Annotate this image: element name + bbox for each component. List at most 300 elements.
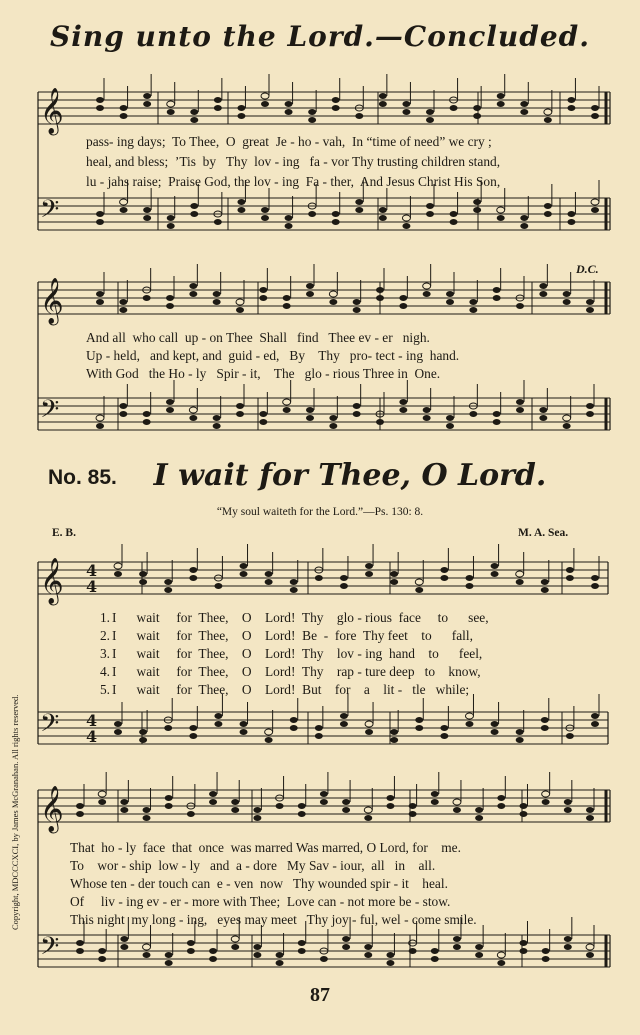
lyric-line: That ho - ly face that once was marred Was marred, O Lord, for me. bbox=[70, 840, 461, 855]
note-head bbox=[96, 299, 104, 305]
note-head bbox=[165, 795, 173, 801]
note-head bbox=[236, 411, 244, 417]
note-head bbox=[259, 287, 267, 293]
note-head bbox=[190, 117, 198, 123]
note-head bbox=[240, 571, 248, 577]
note-head bbox=[329, 299, 337, 305]
note-head bbox=[214, 583, 222, 589]
lyric-line: heal, and bless; ’Tis by Thy lov - ing fa - vor Thy trusting children stand, bbox=[86, 154, 501, 169]
music-composer: M. A. Sea. bbox=[518, 527, 569, 539]
note-head bbox=[315, 725, 323, 731]
note-head bbox=[308, 211, 316, 217]
verse-number: 1. bbox=[99, 610, 110, 625]
note-head bbox=[450, 105, 458, 111]
note-head bbox=[164, 579, 172, 585]
note-head bbox=[96, 291, 104, 297]
note-head bbox=[166, 407, 174, 413]
note-head bbox=[96, 219, 104, 225]
note-head bbox=[426, 109, 434, 115]
note-head bbox=[114, 721, 122, 727]
note-head bbox=[566, 567, 574, 573]
note-head bbox=[236, 403, 244, 409]
note-head bbox=[544, 117, 552, 123]
note-head bbox=[563, 291, 571, 297]
note-head bbox=[283, 399, 291, 405]
note-head bbox=[586, 952, 594, 958]
note-head bbox=[493, 287, 501, 293]
note-head bbox=[261, 207, 269, 213]
note-head bbox=[143, 815, 151, 821]
note-head bbox=[353, 411, 361, 417]
note-head bbox=[114, 571, 122, 577]
note-head bbox=[236, 299, 244, 305]
note-head bbox=[497, 215, 505, 221]
note-head bbox=[214, 105, 222, 111]
note-head bbox=[143, 93, 151, 99]
note-head bbox=[290, 587, 298, 593]
note-head bbox=[213, 423, 221, 429]
note-head bbox=[450, 211, 458, 217]
note-head bbox=[114, 729, 122, 735]
note-head bbox=[591, 575, 599, 581]
note-head bbox=[283, 303, 291, 309]
continued-title: Sing unto the Lord.—Concluded. bbox=[50, 20, 590, 53]
bass-clef-icon: 𝄢 bbox=[40, 395, 60, 430]
note-head bbox=[342, 799, 350, 805]
note-head bbox=[213, 299, 221, 305]
note-head bbox=[120, 207, 128, 213]
note-head bbox=[520, 215, 528, 221]
note-head bbox=[440, 567, 448, 573]
note-head bbox=[306, 407, 314, 413]
note-head bbox=[520, 101, 528, 107]
note-head bbox=[189, 283, 197, 289]
note-head bbox=[390, 729, 398, 735]
note-head bbox=[591, 583, 599, 589]
note-head bbox=[386, 960, 394, 966]
note-head bbox=[259, 295, 267, 301]
treble-clef-icon: 𝄞 bbox=[40, 88, 64, 134]
note-head bbox=[276, 960, 284, 966]
lyric-line: I wait for Thee, O Lord! Thy lov - ing hand to feel, bbox=[112, 646, 483, 661]
note-head bbox=[143, 207, 151, 213]
note-head bbox=[76, 811, 84, 817]
note-head bbox=[76, 948, 84, 954]
note-head bbox=[519, 811, 527, 817]
note-head bbox=[329, 291, 337, 297]
note-head bbox=[390, 737, 398, 743]
note-head bbox=[586, 307, 594, 313]
note-head bbox=[285, 109, 293, 115]
note-head bbox=[298, 940, 306, 946]
note-head bbox=[261, 101, 269, 107]
note-head bbox=[167, 223, 175, 229]
note-head bbox=[390, 571, 398, 577]
note-head bbox=[453, 799, 461, 805]
note-head bbox=[402, 101, 410, 107]
note-head bbox=[353, 299, 361, 305]
note-head bbox=[542, 799, 550, 805]
note-head bbox=[308, 109, 316, 115]
note-head bbox=[98, 956, 106, 962]
note-head bbox=[265, 571, 273, 577]
note-head bbox=[591, 207, 599, 213]
note-head bbox=[166, 295, 174, 301]
note-head bbox=[261, 93, 269, 99]
hymn-number: No. 85. bbox=[48, 466, 117, 489]
note-head bbox=[399, 303, 407, 309]
note-head bbox=[320, 791, 328, 797]
note-head bbox=[469, 411, 477, 417]
lyric-line: This night my long - ing, eyes may meet Thy joy - ful, wel - come smile. bbox=[70, 912, 477, 927]
note-head bbox=[253, 944, 261, 950]
note-head bbox=[353, 307, 361, 313]
note-head bbox=[187, 811, 195, 817]
note-head bbox=[541, 587, 549, 593]
note-head bbox=[143, 944, 151, 950]
note-head bbox=[189, 733, 197, 739]
note-head bbox=[139, 729, 147, 735]
note-head bbox=[390, 579, 398, 585]
hymn-title: I wait for Thee, O Lord. bbox=[153, 458, 547, 493]
note-head bbox=[231, 807, 239, 813]
note-head bbox=[290, 717, 298, 723]
note-head bbox=[399, 407, 407, 413]
note-head bbox=[187, 948, 195, 954]
note-head bbox=[586, 411, 594, 417]
note-head bbox=[446, 291, 454, 297]
note-head bbox=[237, 113, 245, 119]
note-head bbox=[98, 799, 106, 805]
note-head bbox=[591, 713, 599, 719]
note-head bbox=[209, 791, 217, 797]
note-head bbox=[516, 571, 524, 577]
note-head bbox=[306, 283, 314, 289]
page-number: 87 bbox=[310, 984, 330, 1006]
treble-clef-icon: 𝄞 bbox=[40, 558, 64, 604]
note-head bbox=[285, 223, 293, 229]
note-head bbox=[539, 415, 547, 421]
verse-number: 2. bbox=[99, 628, 110, 643]
note-head bbox=[76, 940, 84, 946]
note-head bbox=[446, 299, 454, 305]
note-head bbox=[189, 567, 197, 573]
note-head bbox=[364, 944, 372, 950]
note-head bbox=[342, 944, 350, 950]
note-head bbox=[544, 109, 552, 115]
note-head bbox=[119, 307, 127, 313]
note-head bbox=[542, 956, 550, 962]
note-head bbox=[119, 299, 127, 305]
note-head bbox=[96, 415, 104, 421]
note-head bbox=[564, 799, 572, 805]
words-author: E. B. bbox=[52, 527, 76, 539]
note-head bbox=[491, 729, 499, 735]
lyric-line: I wait for Thee, O Lord! But for a lit - tle while; bbox=[112, 682, 470, 697]
note-head bbox=[402, 223, 410, 229]
note-head bbox=[166, 399, 174, 405]
note-head bbox=[415, 717, 423, 723]
note-head bbox=[473, 105, 481, 111]
note-head bbox=[165, 952, 173, 958]
time-signature-digit: 4 bbox=[86, 727, 98, 746]
epigraph: “My soul waiteth for the Lord.”—Ps. 130: 8. bbox=[216, 506, 424, 518]
note-head bbox=[98, 791, 106, 797]
note-head bbox=[491, 721, 499, 727]
note-head bbox=[379, 215, 387, 221]
note-head bbox=[475, 807, 483, 813]
lyric-line: pass- ing days; To Thee, O great Je - ho - vah, In “time of need” we cry ; bbox=[86, 134, 492, 149]
note-head bbox=[340, 583, 348, 589]
note-head bbox=[564, 936, 572, 942]
note-head bbox=[379, 101, 387, 107]
note-head bbox=[209, 948, 217, 954]
note-head bbox=[120, 807, 128, 813]
note-head bbox=[189, 291, 197, 297]
note-head bbox=[497, 207, 505, 213]
note-head bbox=[591, 113, 599, 119]
note-head bbox=[166, 303, 174, 309]
note-head bbox=[290, 725, 298, 731]
note-head bbox=[167, 109, 175, 115]
lyric-line: And all who call up - on Thee Shall find Thee ev - er nigh. bbox=[86, 330, 430, 345]
lyric-line: I wait for Thee, O Lord! Thy rap - ture deep to know, bbox=[112, 664, 481, 679]
note-head bbox=[566, 575, 574, 581]
note-head bbox=[189, 575, 197, 581]
note-head bbox=[143, 807, 151, 813]
note-head bbox=[423, 415, 431, 421]
note-head bbox=[120, 944, 128, 950]
note-head bbox=[214, 97, 222, 103]
note-head bbox=[399, 295, 407, 301]
note-head bbox=[231, 944, 239, 950]
note-head bbox=[586, 815, 594, 821]
note-head bbox=[231, 799, 239, 805]
note-head bbox=[469, 299, 477, 305]
note-head bbox=[586, 944, 594, 950]
note-head bbox=[497, 795, 505, 801]
note-head bbox=[542, 791, 550, 797]
note-head bbox=[516, 399, 524, 405]
note-head bbox=[143, 411, 151, 417]
lyric-line: With God the Ho - ly Spir - it, The glo - rious Three in One. bbox=[86, 366, 441, 381]
lyric-line: I wait for Thee, O Lord! Thy glo - rious face to see, bbox=[112, 610, 489, 625]
note-head bbox=[365, 729, 373, 735]
note-head bbox=[253, 952, 261, 958]
treble-clef-icon: 𝄞 bbox=[40, 278, 64, 324]
dc-marking: D.C. bbox=[576, 262, 599, 276]
note-head bbox=[96, 211, 104, 217]
verse-number: 4. bbox=[99, 664, 110, 679]
note-head bbox=[519, 803, 527, 809]
note-head bbox=[340, 713, 348, 719]
note-head bbox=[209, 799, 217, 805]
note-head bbox=[365, 563, 373, 569]
note-head bbox=[544, 211, 552, 217]
note-head bbox=[586, 299, 594, 305]
note-head bbox=[306, 291, 314, 297]
note-head bbox=[139, 579, 147, 585]
note-head bbox=[214, 721, 222, 727]
note-head bbox=[120, 199, 128, 205]
note-head bbox=[355, 207, 363, 213]
bass-clef-icon: 𝄢 bbox=[40, 709, 60, 744]
note-head bbox=[187, 940, 195, 946]
note-head bbox=[320, 956, 328, 962]
note-head bbox=[259, 419, 267, 425]
note-head bbox=[469, 307, 477, 313]
note-head bbox=[365, 571, 373, 577]
copyright-notice: Copyright, MDCCCXCI, by James McGranahan. All rights reserved. bbox=[10, 694, 20, 930]
note-head bbox=[276, 952, 284, 958]
note-head bbox=[453, 807, 461, 813]
treble-clef-icon: 𝄞 bbox=[40, 786, 64, 832]
note-head bbox=[190, 109, 198, 115]
note-head bbox=[139, 571, 147, 577]
note-head bbox=[329, 423, 337, 429]
note-head bbox=[253, 807, 261, 813]
time-signature-digit: 4 bbox=[86, 577, 98, 596]
note-head bbox=[165, 803, 173, 809]
verse-number: 3. bbox=[99, 646, 110, 661]
note-head bbox=[520, 109, 528, 115]
note-head bbox=[409, 948, 417, 954]
note-head bbox=[364, 952, 372, 958]
note-head bbox=[431, 799, 439, 805]
note-head bbox=[298, 803, 306, 809]
note-head bbox=[431, 956, 439, 962]
note-head bbox=[164, 725, 172, 731]
note-head bbox=[465, 575, 473, 581]
note-head bbox=[364, 815, 372, 821]
note-head bbox=[475, 815, 483, 821]
note-head bbox=[139, 737, 147, 743]
note-head bbox=[214, 219, 222, 225]
note-head bbox=[426, 211, 434, 217]
note-head bbox=[563, 415, 571, 421]
note-head bbox=[586, 807, 594, 813]
note-head bbox=[426, 117, 434, 123]
note-head bbox=[450, 219, 458, 225]
note-head bbox=[119, 411, 127, 417]
note-head bbox=[237, 105, 245, 111]
note-head bbox=[520, 223, 528, 229]
note-head bbox=[240, 721, 248, 727]
lyric-line: To wor - ship low - ly and a - dore My Sav - iour, all in all. bbox=[70, 858, 436, 873]
note-head bbox=[402, 215, 410, 221]
note-head bbox=[566, 733, 574, 739]
note-head bbox=[189, 415, 197, 421]
note-head bbox=[440, 725, 448, 731]
note-head bbox=[167, 101, 175, 107]
note-head bbox=[431, 948, 439, 954]
note-head bbox=[376, 287, 384, 293]
note-head bbox=[497, 803, 505, 809]
note-head bbox=[399, 399, 407, 405]
note-head bbox=[329, 415, 337, 421]
time-signature-digit: 4 bbox=[86, 561, 98, 580]
note-head bbox=[497, 93, 505, 99]
note-head bbox=[386, 952, 394, 958]
note-head bbox=[355, 113, 363, 119]
note-head bbox=[567, 219, 575, 225]
note-head bbox=[355, 199, 363, 205]
note-head bbox=[465, 713, 473, 719]
note-head bbox=[259, 411, 267, 417]
note-head bbox=[386, 803, 394, 809]
note-head bbox=[567, 211, 575, 217]
note-head bbox=[539, 283, 547, 289]
note-head bbox=[265, 737, 273, 743]
note-head bbox=[491, 571, 499, 577]
note-head bbox=[539, 407, 547, 413]
note-head bbox=[440, 575, 448, 581]
lyric-line: Of liv - ing ev - er - more with Thee; Love can - not more be - stow. bbox=[70, 894, 451, 909]
note-head bbox=[213, 415, 221, 421]
note-head bbox=[320, 799, 328, 805]
note-head bbox=[426, 203, 434, 209]
lyric-line: Whose ten - der touch can e - ven now Thy wounded spir - it heal. bbox=[70, 876, 448, 891]
lyric-line: I wait for Thee, O Lord! Be - fore Thy feet to fall, bbox=[112, 628, 473, 643]
note-head bbox=[189, 407, 197, 413]
note-head bbox=[386, 795, 394, 801]
note-head bbox=[119, 403, 127, 409]
note-head bbox=[564, 944, 572, 950]
note-head bbox=[379, 93, 387, 99]
note-head bbox=[342, 936, 350, 942]
note-head bbox=[143, 101, 151, 107]
note-head bbox=[353, 403, 361, 409]
note-head bbox=[332, 211, 340, 217]
note-head bbox=[253, 815, 261, 821]
note-head bbox=[567, 97, 575, 103]
note-head bbox=[453, 936, 461, 942]
note-head bbox=[283, 295, 291, 301]
note-head bbox=[519, 948, 527, 954]
note-head bbox=[423, 283, 431, 289]
time-signature-digit: 4 bbox=[86, 711, 98, 730]
note-head bbox=[240, 729, 248, 735]
note-head bbox=[120, 113, 128, 119]
note-head bbox=[586, 403, 594, 409]
note-head bbox=[342, 807, 350, 813]
note-head bbox=[516, 303, 524, 309]
note-head bbox=[493, 419, 501, 425]
note-head bbox=[440, 733, 448, 739]
note-head bbox=[563, 423, 571, 429]
note-head bbox=[497, 960, 505, 966]
note-head bbox=[96, 97, 104, 103]
note-head bbox=[190, 203, 198, 209]
note-head bbox=[473, 199, 481, 205]
note-head bbox=[315, 733, 323, 739]
note-head bbox=[415, 587, 423, 593]
note-head bbox=[265, 579, 273, 585]
note-head bbox=[376, 419, 384, 425]
note-head bbox=[453, 944, 461, 950]
note-head bbox=[541, 725, 549, 731]
note-head bbox=[473, 113, 481, 119]
note-head bbox=[143, 419, 151, 425]
note-head bbox=[423, 407, 431, 413]
note-head bbox=[96, 423, 104, 429]
note-head bbox=[298, 948, 306, 954]
note-head bbox=[542, 948, 550, 954]
note-head bbox=[237, 199, 245, 205]
note-head bbox=[114, 563, 122, 569]
note-head bbox=[475, 944, 483, 950]
note-head bbox=[298, 811, 306, 817]
